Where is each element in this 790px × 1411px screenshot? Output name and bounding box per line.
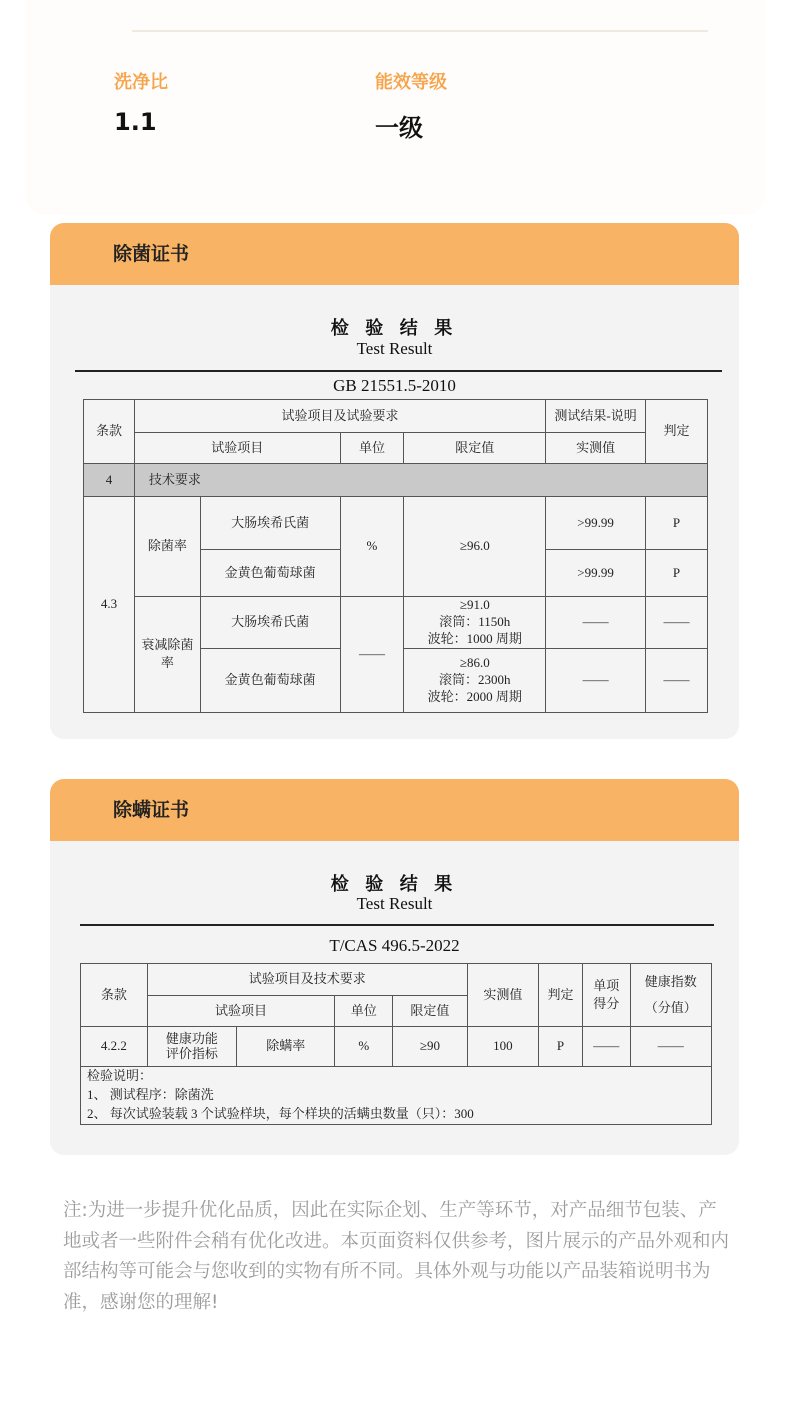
- section-name: 技术要求: [134, 464, 707, 497]
- measured: 100: [467, 1027, 538, 1067]
- verdict: P: [646, 550, 708, 597]
- limit-line: ≥91.0: [459, 597, 490, 612]
- limit: [404, 648, 546, 712]
- limit: [404, 597, 546, 649]
- section-number: 4: [84, 464, 135, 497]
- th-clause: 条款: [81, 964, 148, 1027]
- th-score: 单项得分: [583, 964, 630, 1027]
- note-line: 检验说明：: [87, 1068, 153, 1084]
- limit-line: 波轮：2000 周期: [427, 688, 522, 704]
- th-result: 测试结果-说明: [546, 400, 646, 433]
- sterilization-results-table: [83, 399, 708, 713]
- th-verdict: 判定: [646, 400, 708, 464]
- wash-ratio-value: 1.1: [114, 108, 157, 136]
- divider: [75, 370, 722, 372]
- cert-subtitle: Test Result: [356, 894, 433, 913]
- cert-subtitle: Test Result: [356, 339, 433, 358]
- measured: ——: [546, 597, 646, 649]
- mite-results-table: [80, 963, 712, 1125]
- cert-title: 检 验 结 果: [330, 318, 459, 338]
- index: ——: [630, 1027, 711, 1067]
- unit: %: [335, 1027, 393, 1067]
- th-index-line: （分值）: [644, 1000, 697, 1015]
- item: 大肠埃希氏菌: [200, 497, 340, 550]
- limit: ≥90: [393, 1027, 468, 1067]
- standard-number: GB 21551.5-2010: [333, 376, 456, 395]
- unit: ——: [340, 597, 404, 713]
- limit: ≥96.0: [404, 497, 546, 597]
- test-notes: [81, 1067, 712, 1125]
- unit: %: [340, 497, 404, 597]
- note-line: 1、 测试程序：除菌洗: [87, 1087, 214, 1103]
- th-verdict: 判定: [538, 964, 582, 1027]
- th-limit: 限定值: [393, 996, 468, 1027]
- th-clause: 条款: [84, 400, 135, 464]
- wash-ratio-label: 洗净比: [114, 72, 168, 93]
- card-header: 除菌证书: [50, 223, 739, 285]
- disclaimer-note: 注:为进一步提升优化品质，因此在实际企划、生产等环节，对产品细节包装、产地或者一些附件会稍有优化改进。本页面资料仅供参考，图片展示的产品外观和内部结构等可能会与您收到的实物有所不同。具体外观与功能以产品装箱说明书为准，感谢您的理解!: [63, 1200, 730, 1313]
- divider: [80, 924, 714, 926]
- clause-number: 4.2.2: [81, 1027, 148, 1067]
- verdict: P: [646, 497, 708, 550]
- energy-grade-value: 一级: [375, 114, 423, 142]
- note-line: 2、 每次试验装载 3 个试验样块，每个样块的活螨虫数量（只）：300: [87, 1105, 474, 1121]
- th-limit: 限定值: [404, 433, 546, 464]
- cert-title: 检 验 结 果: [330, 874, 459, 894]
- limit-line: ≥86.0: [459, 654, 490, 670]
- th-item: 试验项目: [147, 996, 335, 1027]
- measured: >99.99: [546, 497, 646, 550]
- th-index: [630, 964, 711, 1027]
- limit-line: 波轮：1000 周期: [427, 630, 522, 646]
- verdict: ——: [646, 597, 708, 649]
- verdict: P: [538, 1027, 582, 1067]
- card-header: 除螨证书: [50, 779, 739, 841]
- clause-number: 4.3: [84, 497, 135, 713]
- th-measured: 实测值: [546, 433, 646, 464]
- th-unit: 单位: [335, 996, 393, 1027]
- standard-number: T/CAS 496.5-2022: [329, 936, 460, 955]
- item: 除螨率: [237, 1027, 335, 1067]
- th-unit: 单位: [340, 433, 404, 464]
- th-index-line: 健康指数: [644, 973, 697, 989]
- measured: >99.99: [546, 550, 646, 597]
- th-item: 试验项目: [134, 433, 340, 464]
- th-measured: 实测值: [467, 964, 538, 1027]
- th-group: 试验项目及技术要求: [147, 964, 467, 996]
- measured: ——: [546, 648, 646, 712]
- score: ——: [583, 1027, 630, 1067]
- energy-grade-label: 能效等级: [375, 72, 447, 93]
- group-name: 衰减除菌率: [134, 597, 200, 713]
- limit-line: 滚筒：2300h: [439, 671, 511, 687]
- category: 健康功能评价指标: [147, 1027, 236, 1067]
- limit-line: 滚筒：1150h: [439, 613, 511, 629]
- divider: [132, 30, 708, 32]
- item: 大肠埃希氏菌: [200, 597, 340, 649]
- th-group: 试验项目及试验要求: [134, 400, 545, 433]
- group-name: 除菌率: [134, 497, 200, 597]
- verdict: ——: [646, 648, 708, 712]
- item: 金黄色葡萄球菌: [200, 648, 340, 712]
- item: 金黄色葡萄球菌: [200, 550, 340, 597]
